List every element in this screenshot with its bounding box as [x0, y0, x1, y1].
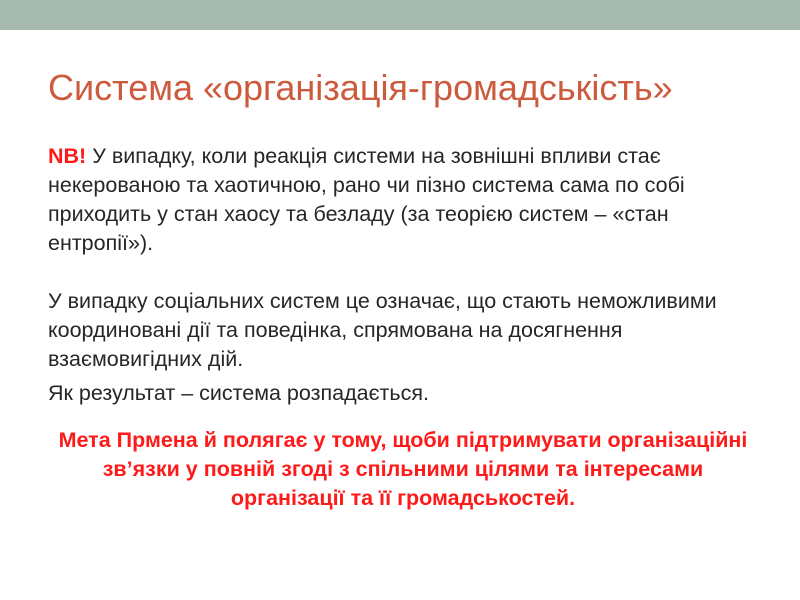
- paragraph-nb-text: У випадку, коли реакція системи на зовнішні впливи стає некерованою та хаотичною, рано чи пізно система сама по собі приходить у стан хаосу та безладу (за теорією систем – «стан ентропії»).: [48, 144, 685, 255]
- paragraph-nb: [48, 142, 758, 258]
- top-decorative-bar: [0, 0, 800, 30]
- slide-title: Система «організація-громадськість»: [48, 67, 673, 108]
- nb-label: NB!: [48, 144, 87, 168]
- paragraph-social-systems: У випадку соціальних систем це означає, що стають неможливими координовані дії та поведінка, спрямована на досягнення взаємовигідних дій.: [48, 289, 717, 371]
- paragraph-result: Як результат – система розпадається.: [48, 381, 429, 405]
- paragraph-spacer: [48, 258, 758, 287]
- conclusion-statement: Мета Прмена й полягає у тому, щоби підтримувати організаційні зв’язки у повній згоді з спільними цілями та інтересами організації та її громадськостей.: [58, 428, 748, 510]
- slide-body: [48, 142, 758, 408]
